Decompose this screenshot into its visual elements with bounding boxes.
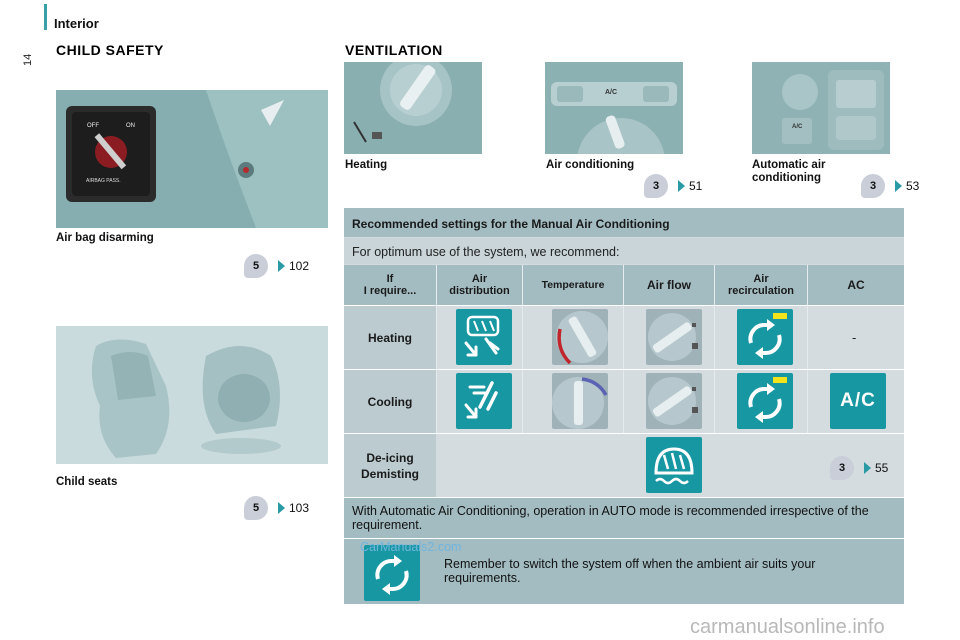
watermark-bottom: carmanualsonline.info — [690, 616, 885, 638]
auto-ac-button-label: A/C — [792, 124, 803, 130]
deicing-ref[interactable] — [830, 456, 904, 482]
ref-page: 53 — [906, 179, 920, 193]
ac-panel-photo — [545, 62, 683, 154]
ac-caption: Air conditioning — [546, 159, 635, 171]
table-title: Recommended settings for the Manual Air Conditioning — [352, 217, 670, 231]
chapter-badge: 5 — [244, 254, 268, 278]
arrow-right-icon — [864, 462, 871, 474]
ac-panel-button-label: A/C — [605, 89, 618, 96]
child-safety-title: CHILD SAFETY — [56, 42, 164, 58]
airbag-off-label: OFF — [87, 123, 99, 129]
chapter-badge: 3 — [644, 174, 668, 198]
child-seats-ref[interactable] — [244, 496, 324, 522]
airbag-ref[interactable] — [244, 254, 324, 280]
note-switch-off-text: Remember to switch the system off when the ambient air suits your requirements. — [444, 557, 816, 585]
auto-ac-ref[interactable] — [861, 174, 941, 200]
column-divider — [436, 265, 437, 433]
demist-icon — [646, 437, 702, 493]
column-divider — [807, 265, 808, 433]
heating-caption: Heating — [345, 159, 388, 171]
page-title: Interior — [54, 16, 99, 31]
arrow-right-icon — [895, 180, 902, 192]
airbag-on-label: ON — [126, 123, 135, 129]
col-header-requirement: If I require... — [363, 273, 417, 297]
chapter-badge: 3 — [861, 174, 885, 198]
ref-page: 102 — [289, 259, 310, 273]
face-vent-icon — [456, 373, 512, 429]
child-seats-photo — [56, 326, 328, 464]
chapter-badge: 3 — [830, 456, 854, 480]
row-label-deicing: De-icing Demisting — [344, 434, 436, 497]
ref-page: 55 — [875, 461, 889, 475]
airflow-knob-icon — [646, 373, 702, 429]
column-divider — [623, 265, 624, 433]
col-header-air-recirculation: Air recirculation — [727, 273, 795, 297]
arrow-right-icon — [678, 180, 685, 192]
note-auto-text: With Automatic Air Conditioning, operation in AUTO mode is recommended irrespective of the requirement. — [352, 504, 869, 532]
auto-ac-caption: Automatic air conditioning — [752, 159, 826, 184]
col-header-air-distribution: Air distribution — [449, 273, 510, 297]
table-intro-row — [344, 238, 904, 264]
recirculation-icon — [737, 373, 793, 429]
header-accent-bar — [44, 4, 47, 30]
recirculation-icon — [737, 309, 793, 365]
chapter-badge: 5 — [244, 496, 268, 520]
ac-ref[interactable] — [644, 174, 724, 200]
airbag-switch-photo — [56, 90, 328, 228]
heating-panel-photo — [344, 62, 482, 154]
ac-icon — [830, 373, 886, 429]
airflow-knob-icon — [646, 309, 702, 365]
table-column-header-row — [344, 265, 904, 305]
col-header-air-flow: Air flow — [647, 278, 691, 292]
note-auto-row — [344, 498, 904, 538]
airbag-pass-label: AIRBAG PASS. — [86, 178, 121, 184]
heating-ac-value: - — [852, 330, 857, 345]
column-divider — [714, 265, 715, 433]
row-label-cooling: Cooling — [344, 370, 436, 433]
windscreen-feet-icon — [456, 309, 512, 365]
ventilation-title: VENTILATION — [345, 42, 443, 58]
ref-page: 103 — [289, 501, 310, 515]
airbag-caption: Air bag disarming — [56, 232, 154, 244]
table-title-row — [344, 208, 904, 237]
temperature-knob-icon — [552, 373, 608, 429]
child-seats-caption: Child seats — [56, 476, 118, 488]
arrow-right-icon — [278, 502, 285, 514]
auto-ac-panel-photo — [752, 62, 890, 154]
watermark-top: CarManuals2.com — [360, 540, 462, 554]
temperature-knob-icon — [552, 309, 608, 365]
col-header-ac: AC — [847, 278, 865, 292]
ac-icon-label: A/C — [840, 390, 876, 411]
arrow-right-icon — [278, 260, 285, 272]
column-divider — [522, 265, 523, 433]
row-label-heating: Heating — [344, 306, 436, 369]
table-intro: For optimum use of the system, we recommend: — [352, 245, 620, 259]
ref-page: 51 — [689, 179, 703, 193]
page-number: 14 — [22, 53, 34, 66]
col-header-temperature: Temperature — [541, 279, 605, 291]
